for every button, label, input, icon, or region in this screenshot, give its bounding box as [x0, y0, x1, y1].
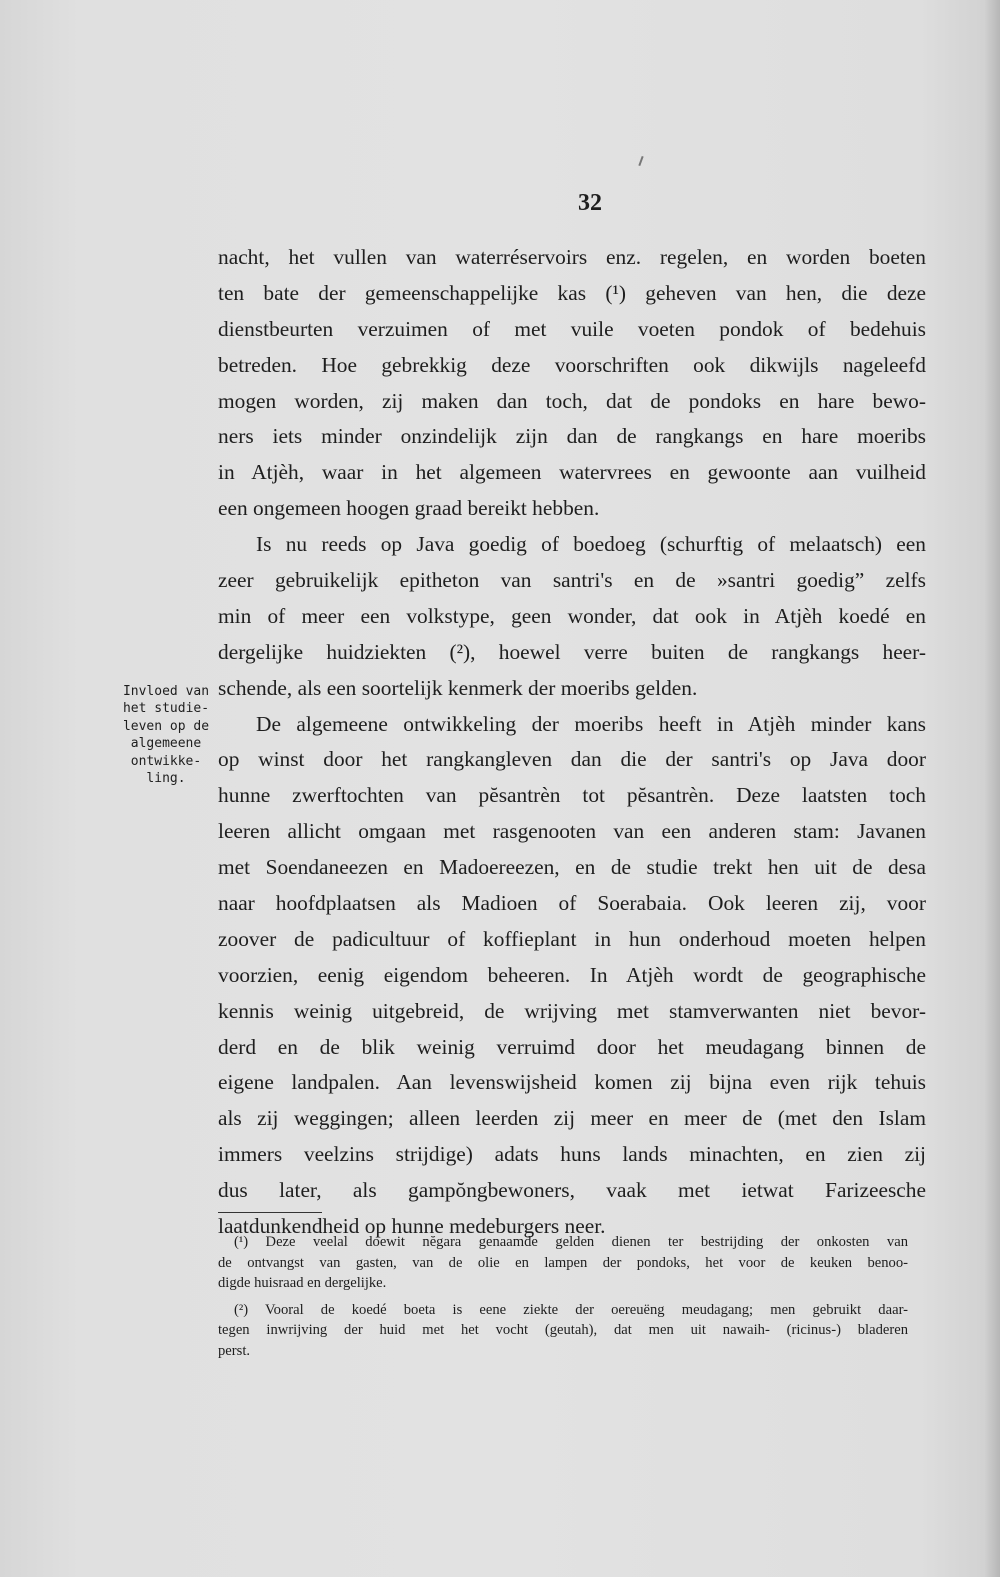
footnote-line: perst.: [218, 1342, 251, 1359]
body-text: [218, 240, 926, 1245]
text-line: kennis weinig uitgebreid, de wrijving met stamverwanten niet bevor-: [218, 998, 926, 1023]
margin-note-line: het studie-: [122, 701, 210, 717]
margin-note-line: leven op de: [122, 718, 210, 734]
text-line: immers veelzins strijdige) adats huns lands minachten, en zien zij: [218, 1142, 926, 1167]
text-line: Is nu reeds op Java goedig of boedoeg (schurftig of melaatsch) een: [256, 532, 926, 557]
footnote-line: (¹) Deze veelal doewit nĕgara genaamde gelden dienen ter bestrijding der onkosten van: [234, 1234, 908, 1250]
margin-note-line: ling.: [146, 771, 186, 787]
text-line: mogen worden, zij maken dan toch, dat de pondoks en hare bewo-: [218, 388, 926, 413]
text-line: betreden. Hoe gebrekkig deze voorschriften ook dikwijls nageleefd: [218, 352, 926, 377]
text-line: leeren allicht omgaan met rasgenooten van een anderen stam: Javanen: [218, 819, 926, 844]
text-line: op winst door het rangkangleven dan die der santri's op Java door: [218, 747, 926, 772]
text-line: nacht, het vullen van waterréservoirs enz. regelen, en worden boeten: [218, 245, 926, 269]
text-line: derd en de blik weinig verruimd door het meudagang binnen de: [218, 1034, 926, 1059]
text-line: dus later, als gampŏngbewoners, vaak met ietwat Farizeesche: [218, 1178, 926, 1203]
margin-note: [110, 683, 222, 787]
text-line: zeer gebruikelijk epitheton van santri's en de »santri goedig” zelfs: [218, 568, 926, 593]
footnote-line: digde huisraad en dergelijke.: [218, 1275, 387, 1291]
text-line: een ongemeen hoogen graad bereikt hebben.: [218, 496, 600, 521]
text-line: min of meer een volkstype, geen wonder, dat ook in Atjèh koedé en: [218, 603, 926, 628]
margin-note-line: ontwikke-: [130, 753, 202, 769]
text-line: in Atjèh, waar in het algemeen watervrees en gewoonte aan vuilheid: [218, 460, 926, 485]
margin-note-line: algemeene: [130, 736, 202, 752]
text-line: schende, als een soortelijk kenmerk der moeribs gelden.: [218, 675, 698, 700]
text-line: laatdunkendheid op hunne medeburgers neer.: [218, 1214, 606, 1239]
footnote-line: tegen inwrijving der huid met het vocht (geutah), dat men uit nawaih- (ricinus-) bladeren: [218, 1322, 908, 1338]
text-line: dergelijke huidziekten (²), hoewel verre buiten de rangkangs heer-: [218, 639, 926, 664]
page-edge-shadow: [984, 0, 1000, 1577]
text-line: hunne zwerftochten van pĕsantrèn tot pĕsantrèn. Deze laatsten toch: [218, 783, 926, 808]
page-number: 32: [578, 190, 602, 216]
text-line: als zij weggingen; alleen leerden zij meer en meer de (met den Islam: [218, 1106, 926, 1131]
ink-mark: [638, 156, 643, 166]
text-line: ners iets minder onzindelijk zijn dan de rangkangs en hare moeribs: [218, 424, 926, 449]
footnotes: [218, 1232, 908, 1361]
footnote-divider: [218, 1212, 322, 1213]
text-line: naar hoofdplaatsen als Madioen of Soerabaia. Ook leeren zij, voor: [218, 891, 926, 916]
text-line: voorzien, eenig eigendom beheeren. In Atjèh wordt de geographische: [218, 962, 926, 987]
text-line: dienstbeurten verzuimen of met vuile voeten pondok of bedehuis: [218, 316, 926, 341]
margin-note-line: Invloed van: [122, 684, 210, 699]
text-line: ten bate der gemeenschappelijke kas (¹) geheven van hen, die deze: [218, 280, 926, 305]
footnote-line: de ontvangst van gasten, van de olie en lampen der pondoks, het voor de keuken benoo-: [218, 1254, 908, 1271]
text-line: eigene landpalen. Aan levenswijsheid komen zij bijna even rijk tehuis: [218, 1070, 926, 1095]
text-line: zoover de padicultuur of koffieplant in hun onderhoud moeten helpen: [218, 926, 926, 951]
text-line: De algemeene ontwikkeling der moeribs heeft in Atjèh minder kans: [256, 711, 926, 736]
text-line: met Soendaneezen en Madoereezen, en de studie trekt hen uit de desa: [218, 855, 926, 880]
footnote-line: (²) Vooral de koedé boeta is eene ziekte der oereuëng meudagang; men gebruikt daar-: [234, 1301, 908, 1318]
